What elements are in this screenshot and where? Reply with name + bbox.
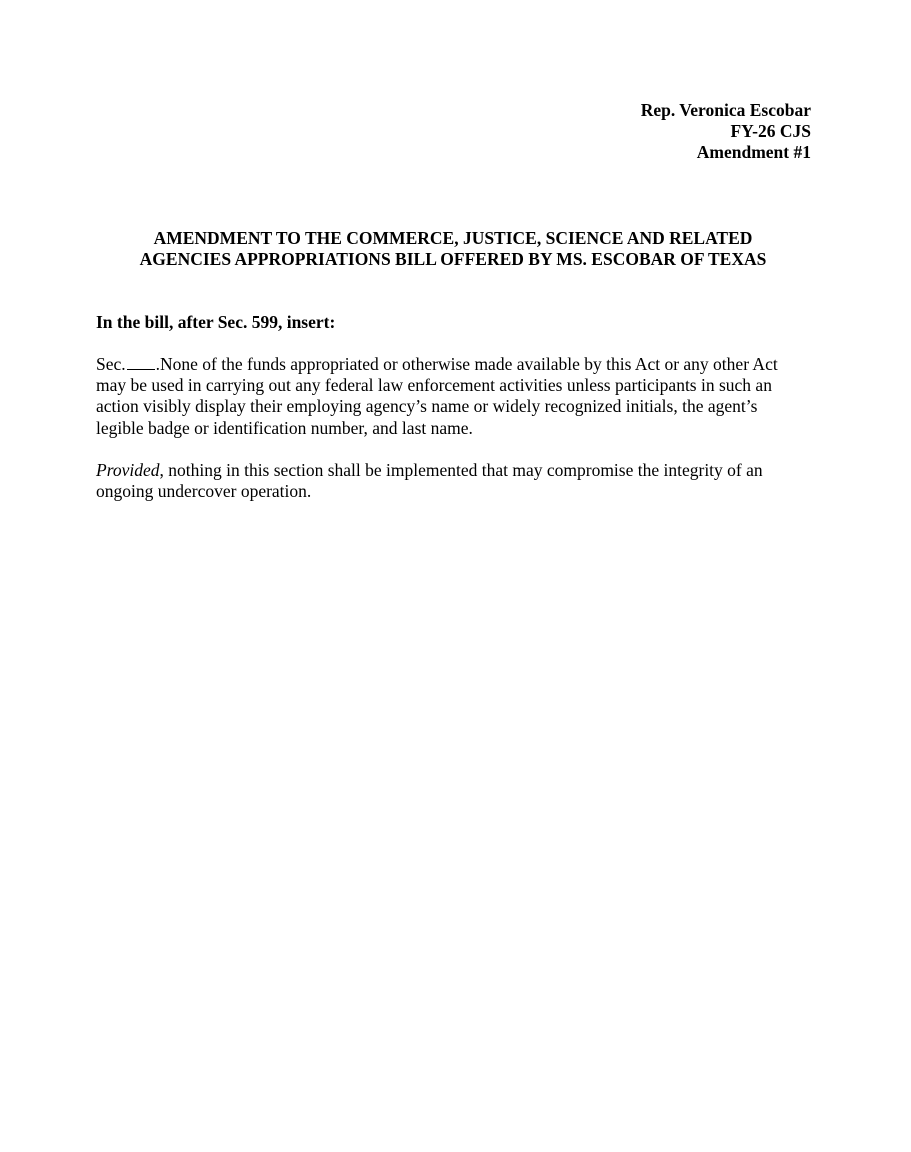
amendment-header	[641, 100, 811, 163]
section-line-1	[96, 354, 811, 375]
section-line-1-text: .None of the funds appropriated or otherwise made available by this Act or any other Act	[155, 354, 778, 374]
bill-code: FY-26 CJS	[730, 121, 811, 141]
title-line-1: AMENDMENT TO THE COMMERCE, JUSTICE, SCIENCE AND RELATED	[153, 228, 753, 248]
proviso-line-1-text: , nothing in this section shall be implemented that may compromise the integrity of an	[159, 460, 763, 480]
proviso-paragraph	[96, 460, 811, 502]
section-paragraph	[96, 354, 811, 439]
sponsor-name: Rep. Veronica Escobar	[640, 100, 811, 120]
proviso-italic-word: Provided	[96, 460, 160, 480]
section-line-3: action visibly display their employing agency’s name or widely recognized initials, the agent’s	[96, 396, 758, 417]
section-number-blank	[127, 354, 155, 370]
proviso-line-1	[96, 460, 811, 481]
section-line-4: legible badge or identification number, and last name.	[96, 417, 473, 438]
amendment-title	[96, 228, 810, 270]
section-prefix: Sec.	[96, 354, 126, 374]
insertion-instruction: In the bill, after Sec. 599, insert:	[96, 312, 336, 332]
title-line-2: AGENCIES APPROPRIATIONS BILL OFFERED BY MS. ESCOBAR OF TEXAS	[139, 249, 767, 269]
proviso-line-2: ongoing undercover operation.	[96, 481, 312, 502]
section-line-2: may be used in carrying out any federal law enforcement activities unless participants in such an	[96, 375, 772, 396]
amendment-number: Amendment #1	[696, 142, 811, 162]
